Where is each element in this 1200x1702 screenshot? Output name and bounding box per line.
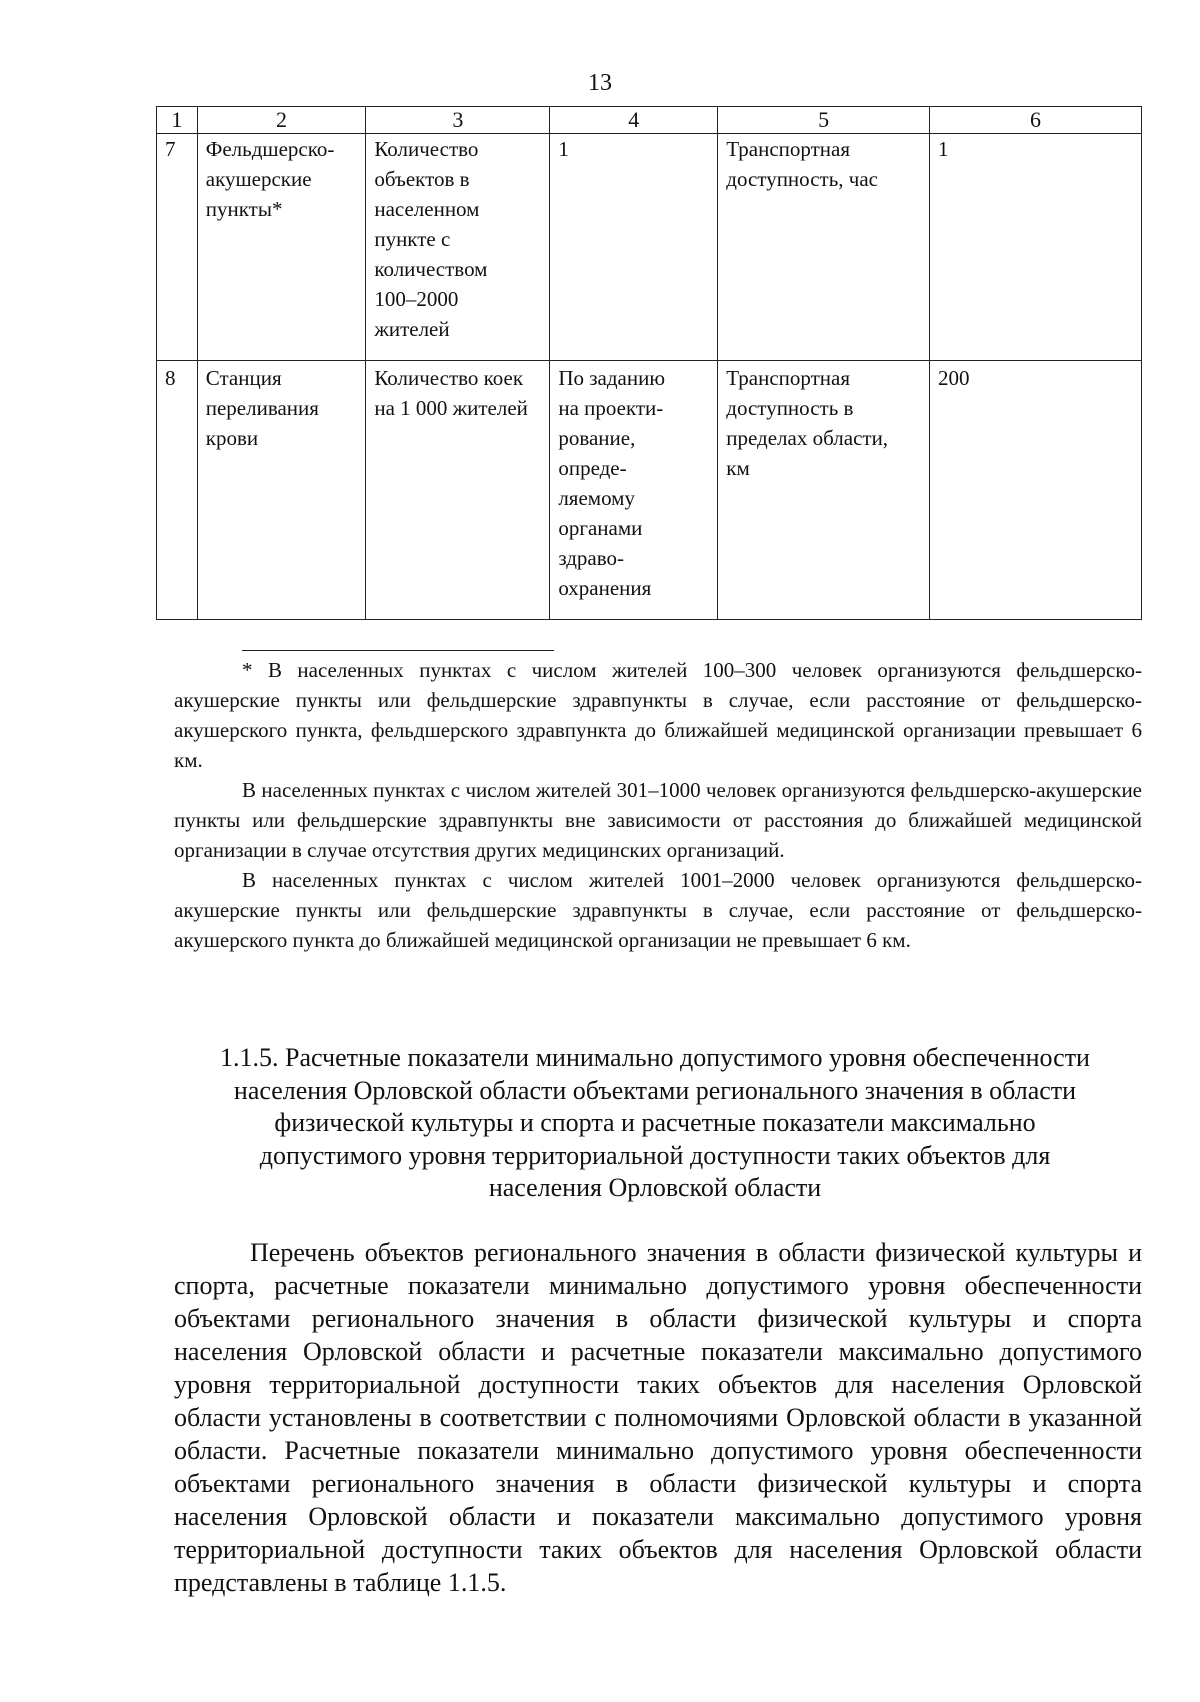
- cell-line: органами: [558, 516, 643, 540]
- cell-line: Фельдшерско-: [205, 137, 335, 161]
- row-number: [157, 134, 198, 361]
- cell-line: здраво-: [558, 546, 625, 570]
- value-cell: [550, 361, 718, 620]
- cell-line: крови: [205, 426, 259, 450]
- cell-line: доступность в: [726, 396, 854, 420]
- footnote-paragraph: В населенных пунктах с числом жителей 1001–2000 человек организуются фельдшерско-акушерские пункты или фельдшерские здравпункты в случае, если расстояние от фельдшерско-акушерского пункта до ближайшей медицинской организации не превышает 6 км.: [174, 868, 1142, 952]
- cell-line: Количество: [374, 137, 479, 161]
- cell-line: 1: [937, 137, 949, 161]
- header-cell: 2: [197, 107, 366, 134]
- header-cell: 5: [718, 107, 930, 134]
- cell-line: объектов в: [374, 167, 470, 191]
- access-cell: [718, 134, 930, 361]
- cell-line: акушерские: [205, 167, 312, 191]
- heading-line: допустимого уровня территориальной доступности таких объектов для: [259, 1140, 1051, 1170]
- access-value-cell: [929, 134, 1141, 361]
- row-number: [157, 361, 198, 620]
- heading-line: физической культуры и спорта и расчетные показатели максимально: [274, 1108, 1036, 1137]
- table-header-row: [157, 107, 1142, 134]
- cell-line: охранения: [558, 576, 652, 600]
- cell-line: жителей: [374, 317, 450, 341]
- heading-line: населения Орловской области: [488, 1173, 822, 1202]
- cell-line: на проекти-: [558, 396, 664, 420]
- cell-line: Транспортная: [726, 366, 851, 390]
- cell-text: 8: [165, 366, 176, 390]
- access-cell: [718, 361, 930, 620]
- indicator-cell: [366, 361, 550, 620]
- table-row: [157, 361, 1142, 620]
- page-number: 13: [588, 70, 612, 96]
- cell-line: пределах области,: [726, 426, 889, 450]
- cell-line: км: [726, 456, 750, 480]
- footnote-paragraph: * В населенных пунктах с числом жителей 100–300 человек организуются фельдшерско-акушерские пункты или фельдшерские здравпункты в случае, если расстояние от фельдшерско-акушерского пункта, фельдшерского здравпункта до ближайшей медицинской организации превышает 6 км.: [174, 658, 1142, 772]
- indicator-cell: [366, 134, 550, 361]
- cell-line: рование,: [558, 426, 636, 450]
- footnotes: [174, 655, 1142, 955]
- cell-line: Количество коек: [374, 366, 524, 390]
- cell-line: По заданию: [558, 366, 666, 390]
- header-cell: 1: [157, 107, 198, 134]
- cell-text: 7: [165, 137, 176, 161]
- cell-line: количеством: [374, 257, 488, 281]
- cell-line: населенном: [374, 197, 480, 221]
- object-cell: [197, 361, 366, 620]
- cell-line: Транспортная: [726, 137, 851, 161]
- cell-line: опреде-: [558, 456, 627, 480]
- cell-line: на 1 000 жителей: [374, 396, 528, 420]
- cell-line: 200: [937, 366, 970, 390]
- footnote-divider: [242, 650, 554, 651]
- heading-line: населения Орловской области объектами регионального значения в области: [233, 1075, 1077, 1105]
- cell-line: пункте с: [374, 227, 451, 251]
- cell-line: доступность, час: [726, 167, 878, 191]
- section-heading: [160, 1042, 1150, 1205]
- body-paragraph: Перечень объектов регионального значения в области физической культуры и спорта, расчетные показатели минимально допустимого уровня обеспеченности объектами регионального значения в области физической культуры и спорта населения Орловской области и расчетные показатели максимально допустимого уровня территориальной доступности таких объектов для населения Орловской области установлены в соответствии с полномочиями Орловской области в указанной области. Расчетные показатели минимально допустимого уровня обеспеченности объектами регионального значения в области физической культуры и спорта населения Орловской области и показатели максимально допустимого уровня территориальной доступности таких объектов для населения Орловской области представлены в таблице 1.1.5.: [174, 1238, 1142, 1597]
- cell-line: 1: [558, 137, 569, 161]
- cell-line: ляемому: [558, 486, 635, 510]
- cell-line: переливания: [205, 396, 319, 420]
- access-value-cell: [929, 361, 1141, 620]
- cell-line: пункты*: [205, 197, 283, 221]
- value-cell: [550, 134, 718, 361]
- footnote-paragraph: В населенных пунктах с числом жителей 301–1000 человек организуются фельдшерско-акушерские пункты или фельдшерские здравпункты вне зависимости от расстояния до ближайшей медицинской организации в случае отсутствия других медицинских организаций.: [174, 778, 1142, 862]
- data-table: [156, 106, 1142, 620]
- heading-line: 1.1.5. Расчетные показатели минимально допустимого уровня обеспеченности: [220, 1043, 1090, 1072]
- table-row: [157, 134, 1142, 361]
- cell-line: Станция: [205, 366, 282, 390]
- header-cell: 4: [550, 107, 718, 134]
- object-cell: [197, 134, 366, 361]
- header-cell: 3: [366, 107, 550, 134]
- header-cell: 6: [929, 107, 1141, 134]
- cell-line: 100–2000: [374, 287, 459, 311]
